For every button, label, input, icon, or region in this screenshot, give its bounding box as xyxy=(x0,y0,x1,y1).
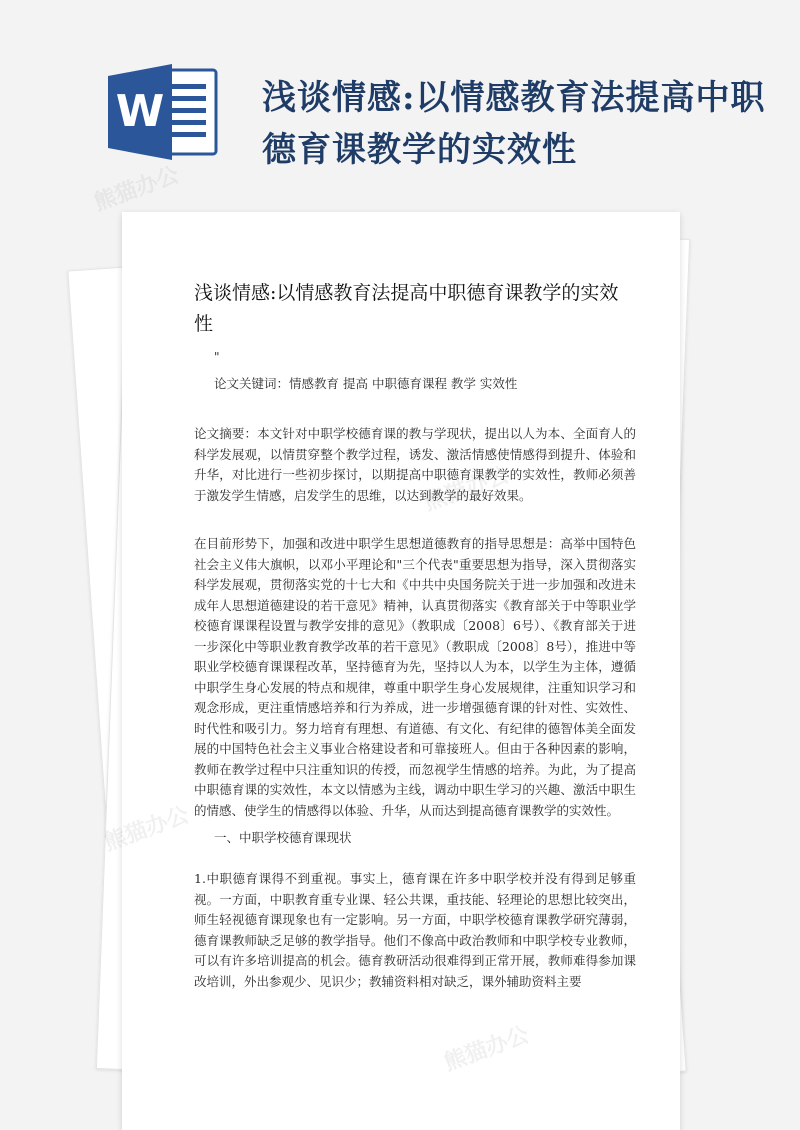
header-title: 浅谈情感:以情感教育法提高中职德育课教学的实效性 xyxy=(262,78,766,170)
header-banner xyxy=(0,0,800,200)
point-text: 1.中职德育课得不到重视。事实上，德育课在许多中职学校并没有得到足够重视。一方面，中职教育重专业课、轻公共课，重技能、轻理论的思想比较突出，师生轻视德育课现象也有一定影响。另一方面，中职学校德育课教学研究薄弱，德育课教师缺乏足够的教学指导。他们不像高中政治教师和中职学校专业教师，可以有许多培训提高的机会。德育教研活动很难得到正常开展，教师难得参加课改培训，外出参观少、见识少；教辅资料相对缺乏，课外辅助资料主要 xyxy=(194,871,636,989)
document-page xyxy=(91,162,680,1130)
document-content xyxy=(194,278,636,992)
keywords-line: 论文关键词：情感教育 提高 中职德育课程 教学 实效性 xyxy=(214,376,518,391)
watermark: 熊猫办公 xyxy=(101,802,193,857)
watermark: 熊猫办公 xyxy=(91,162,183,217)
document-title: 浅谈情感:以情感教育法提高中职德育课教学的实效性 xyxy=(194,282,619,335)
abstract-text: 论文摘要：本文针对中职学校德育课的教与学现状，提出以人为本、全面育人的科学发展观，以情贯穿整个教学过程，诱发、激活情感使情感得到提升、体验和升华，对比进行一些初步探讨，以期提高中职德育课教学的实效性，教师必须善于激发学生情感，启发学生的思维，以达到教学的最好效果。 xyxy=(194,426,636,503)
section-heading: 一、中职学校德育课现状 xyxy=(214,830,352,845)
body-text: 在目前形势下，加强和改进中职学生思想道德教育的指导思想是：高举中国特色社会主义伟大旗帜，以邓小平理论和"三个代表"重要思想为指导，深入贯彻落实科学发展观，贯彻落实党的十七大和《中共中央国务院关于进一步加强和改进未成年人思想道德建设的若干意见》精神，认真贯彻落实《教育部关于中等职业学校德育课课程设置与教学安排的意见》（教职成〔2008〕6号）、《教育部关于进一步深化中等职业教育教学改革的若干意见》（教职成〔2008〕8号），推进中等职业学校德育课课程改革，坚持德育为先，坚持以人为本，以学生为主体，遵循中职学生身心发展的特点和规律，尊重中职学生身心发展规律，注重知识学习和观念形成，更注重情感培养和行为养成，进一步增强德育课的针对性、实效性、时代性和吸引力。努力培育有理想、有道德、有文化、有纪律的德智体美全面发展的中国特色社会主义事业合格建设者和可靠接班人。但由于各种因素的影响，教师在教学过程中只注重知识的传授，而忽视学生情感的培养。为此，为了提高中职德育课的实效性，本文以情感为主线，调动中职生学习的兴趣、激活中职生的情感、使学生的情感得以体验、升华，从而达到提高德育课教学的实效性。 xyxy=(194,536,636,818)
watermark: 熊猫办公 xyxy=(421,462,513,517)
word-icon-letter: W xyxy=(115,86,165,137)
watermark: 熊猫办公 xyxy=(441,1022,533,1077)
point-paragraph xyxy=(194,869,636,992)
abstract-paragraph xyxy=(194,424,636,506)
quote-mark: " xyxy=(214,350,220,364)
word-document-icon xyxy=(108,62,220,162)
body-paragraph xyxy=(194,534,636,821)
